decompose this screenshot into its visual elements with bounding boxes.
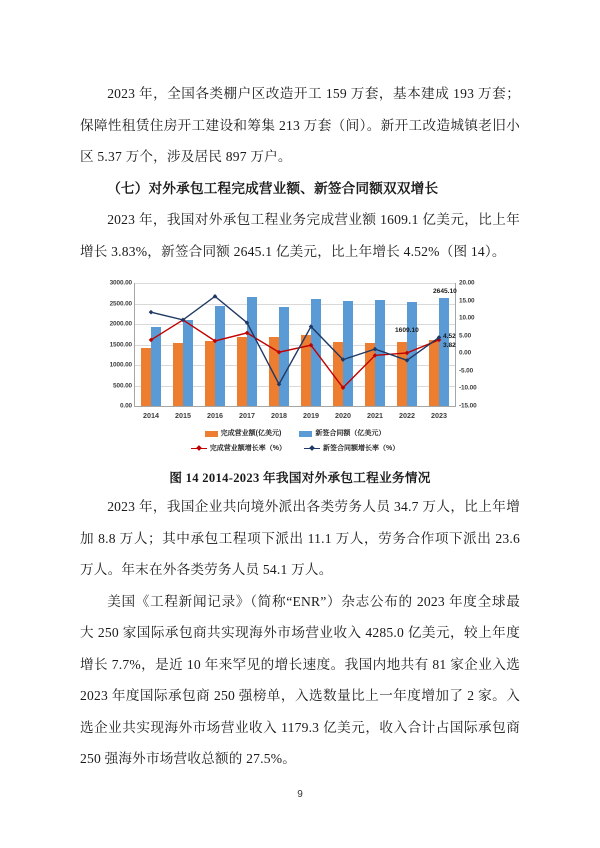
x-axis-tick: 2015	[175, 411, 191, 420]
x-axis-tick: 2017	[239, 411, 255, 420]
legend-row-lines	[134, 443, 456, 454]
y-axis-right-tick: -10.00	[459, 384, 477, 392]
x-axis-tick: 2020	[335, 411, 351, 420]
chart-line-layer	[135, 283, 455, 406]
legend-line-navy	[304, 445, 320, 452]
paragraph-housing-renovation: 2023 年，全国各类棚户区改造开工 159 万套，基本建成 193 万套；保障性租赁住房开工建设和筹集 213 万套（间）。新开工改造城镇老旧小区 5.37 万个，涉及居民 897 万户。	[80, 86, 520, 164]
paragraph-enr-ranking: 美国《工程新闻记录》（简称“ENR”）杂志公布的 2023 年度全球最大 250 家国际承包商共实现海外市场营业收入 4285.0 亿美元，较上年度增长 7.7%，是近 10 年来罕见的增长速度。我国内地共有 81 家企业入选 2023 年度国际承包商 250 强榜单，入选数量比上一年度增加了 2 家。入选企业共实现海外市场营业收入 1179.3 亿美元，收入合计占国际承包商 250 强海外市场营收总额的 27.5%。	[80, 593, 520, 766]
y-axis-right-tick: 20.00	[459, 279, 475, 287]
y-axis-left-tick: 500.00	[113, 382, 132, 389]
y-axis-right-tick: 15.00	[459, 297, 475, 305]
y-axis-left-tick: 1000.00	[109, 361, 132, 369]
legend-line-red	[191, 445, 207, 452]
legend-swatch-orange	[205, 431, 218, 437]
legend-label-contract-growth: 新签合同额增长率（%）	[323, 445, 400, 452]
legend-row-bars	[134, 428, 456, 439]
chart-data-label: 1609.10	[395, 327, 419, 335]
y-axis-left-tick: 0.00	[119, 402, 132, 410]
chart-line	[151, 296, 439, 384]
legend-label-completed-turnover: 完成营业额(亿美元)	[220, 430, 282, 437]
y-axis-right-tick: 5.00	[459, 332, 472, 340]
chart-data-label: 3.82	[443, 341, 456, 349]
section-heading-seven: （七）对外承包工程完成营业额、新签合同额双双增长	[107, 180, 439, 196]
y-axis-right-tick: 0.00	[459, 349, 472, 357]
y-axis-right-tick: -5.00	[459, 367, 474, 375]
y-axis-left-tick: 1500.00	[109, 341, 132, 348]
chart-plot-area	[109, 279, 477, 420]
chart-line-marker	[405, 351, 410, 356]
figure-caption: 图 14 2014-2023 年我国对外承包工程业务情况	[169, 471, 431, 485]
page-number: 9	[297, 789, 303, 800]
y-axis-right-tick: 10.00	[459, 314, 475, 322]
x-axis-tick: 2021	[367, 411, 383, 420]
y-axis-left-tick: 3000.00	[109, 279, 132, 287]
y-axis-right-tick: -15.00	[459, 402, 477, 410]
y-axis-left-tick: 2500.00	[109, 300, 132, 307]
chart-data-label: 2645.10	[433, 287, 457, 295]
chart-line-marker	[149, 310, 154, 315]
legend-item-turnover-growth	[191, 443, 286, 454]
legend-item-completed-turnover	[205, 428, 282, 439]
figure-14-chart	[90, 275, 510, 465]
legend-label-turnover-growth: 完成营业额增长率（%）	[209, 445, 286, 452]
x-axis-tick: 2014	[143, 411, 159, 420]
legend-item-contract-growth	[304, 443, 399, 454]
x-axis-tick: 2022	[399, 411, 415, 420]
x-axis-tick: 2023	[431, 411, 447, 420]
chart-legend	[134, 428, 456, 454]
paragraph-contracting-revenue: 2023 年，我国对外承包工程业务完成营业额 1609.1 亿美元，比上年增长 3.83%，新签合同额 2645.1 亿美元，比上年增长 4.52%（图 14）。	[80, 212, 520, 259]
paragraph-labor-dispatch: 2023 年，我国企业共向境外派出各类劳务人员 34.7 万人，比上年增加 8.8 万人；其中承包工程项下派出 11.1 万人，劳务合作项下派出 23.6 万人。年末在外各类劳务人员 54.1 万人。	[80, 499, 520, 577]
legend-item-new-contracts	[299, 428, 385, 439]
x-axis-tick: 2019	[303, 411, 319, 420]
chart-data-label: 4.52	[443, 333, 456, 341]
legend-label-new-contracts: 新签合同额（亿美元）	[315, 430, 386, 437]
x-axis-tick: 2016	[207, 411, 223, 420]
chart-line-marker	[373, 347, 378, 352]
x-axis-tick: 2018	[271, 411, 287, 420]
legend-swatch-blue	[299, 431, 312, 437]
y-axis-left-tick: 2000.00	[109, 320, 132, 328]
